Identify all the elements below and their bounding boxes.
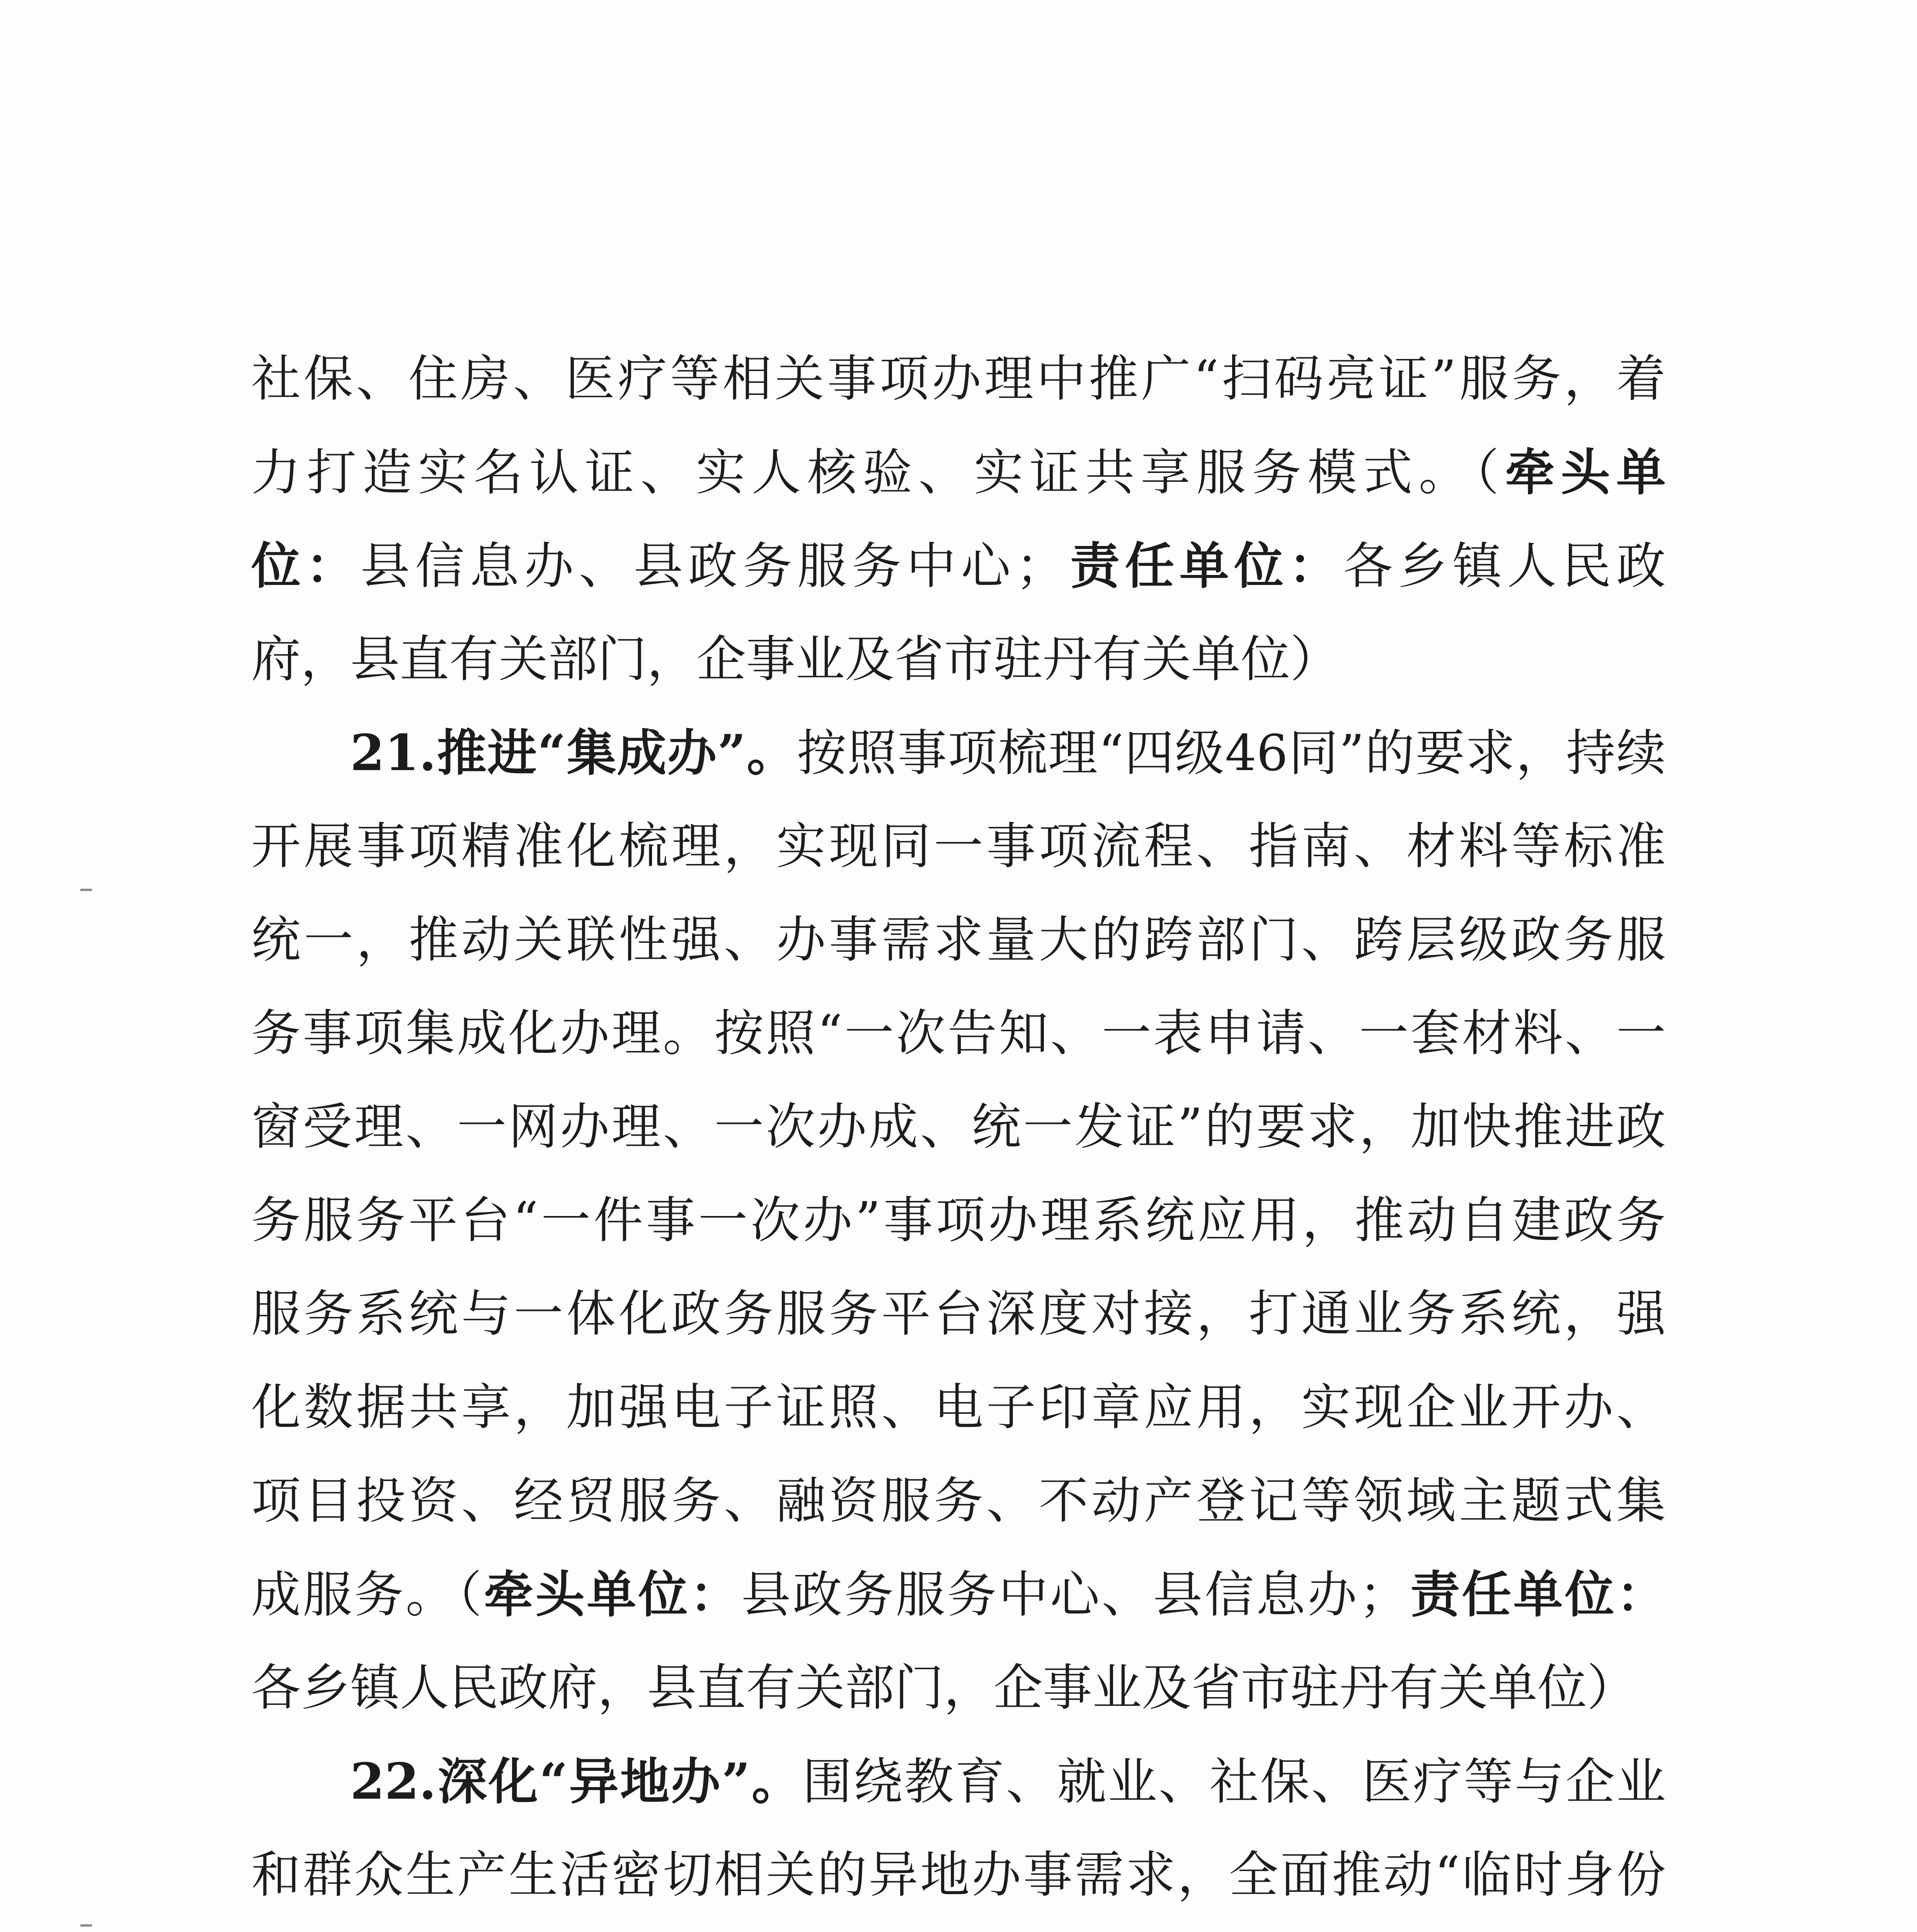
bold-text-segment: 责任单位： [1408,1566,1666,1624]
text-line [251,332,1666,426]
text-line [251,1641,1666,1735]
bold-text-segment: 牵头单位： [484,1566,741,1624]
text-line [251,800,1666,893]
text-segment: 县政务服务中心、县信息办； [741,1566,1409,1624]
bold-text-segment: 21.推进“集成办”。 [350,724,797,782]
text-line [251,519,1666,613]
text-segment: 各乡镇人民政府，县直有关部门，企事业及省市驻丹有关单位） [251,1659,1637,1717]
text-line [251,1735,1666,1828]
text-line [251,1548,1666,1641]
text-segment: 力打造实名认证、实人核验、实证共享服务模式。（ [251,444,1505,502]
text-line [251,1361,1666,1454]
text-line [251,426,1666,519]
text-line [251,1080,1666,1174]
text-line [251,1454,1666,1548]
body-text [251,332,1666,1932]
bold-text-segment: 22.深化“异地办”。 [350,1753,803,1811]
text-segment: 窗受理、一网办理、一次办成、统一发证”的要求，加快推进政 [251,1098,1666,1156]
text-segment: 务事项集成化办理。按照“一次告知、一表申请、一套材料、一 [251,1005,1666,1062]
text-segment: 统一，推动关联性强、办事需求量大的跨部门、跨层级政务服 [251,911,1666,969]
text-segment: 和群众生产生活密切相关的异地办事需求，全面推动“临时身份 [251,1846,1666,1904]
bold-text-segment: 位： [251,537,361,595]
text-line [251,1922,1666,1932]
text-line [251,613,1666,706]
text-segment: 成服务。（ [251,1566,484,1624]
margin-tick-mark [80,889,92,891]
text-segment: 化数据共享，加强电子证照、电子印章应用，实现企业开办、 [251,1379,1666,1436]
text-segment: 社保、住房、医疗等相关事项办理中推广“扫码亮证”服务，着 [251,350,1666,408]
text-segment: 服务系统与一体化政务服务平台深度对接，打通业务系统，强 [251,1285,1666,1343]
text-line [251,987,1666,1080]
text-line [251,893,1666,987]
text-segment: 务服务平台“一件事一次办”事项办理系统应用，推动自建政务 [251,1192,1666,1249]
text-segment: 县信息办、县政务服务中心； [360,537,1065,595]
text-line [251,1267,1666,1361]
text-segment: 项目投资、经贸服务、融资服务、不动产登记等领域主题式集 [251,1472,1666,1530]
bold-text-segment: 责任单位： [1065,537,1343,595]
text-segment: 府，县直有关部门，企事业及省市驻丹有关单位） [251,631,1340,688]
text-segment: 围绕教育、就业、社保、医疗等与企业 [802,1753,1666,1811]
text-segment: 各乡镇人民政 [1343,537,1666,595]
text-segment: 按照事项梳理“四级46同”的要求，持续 [797,724,1666,782]
text-line [251,1174,1666,1267]
text-line [251,706,1666,800]
text-line [251,1828,1666,1922]
margin-tick-mark [80,1924,92,1927]
text-segment: 开展事项精准化梳理，实现同一事项流程、指南、材料等标准 [251,818,1666,875]
bold-text-segment: 牵头单 [1505,444,1666,502]
